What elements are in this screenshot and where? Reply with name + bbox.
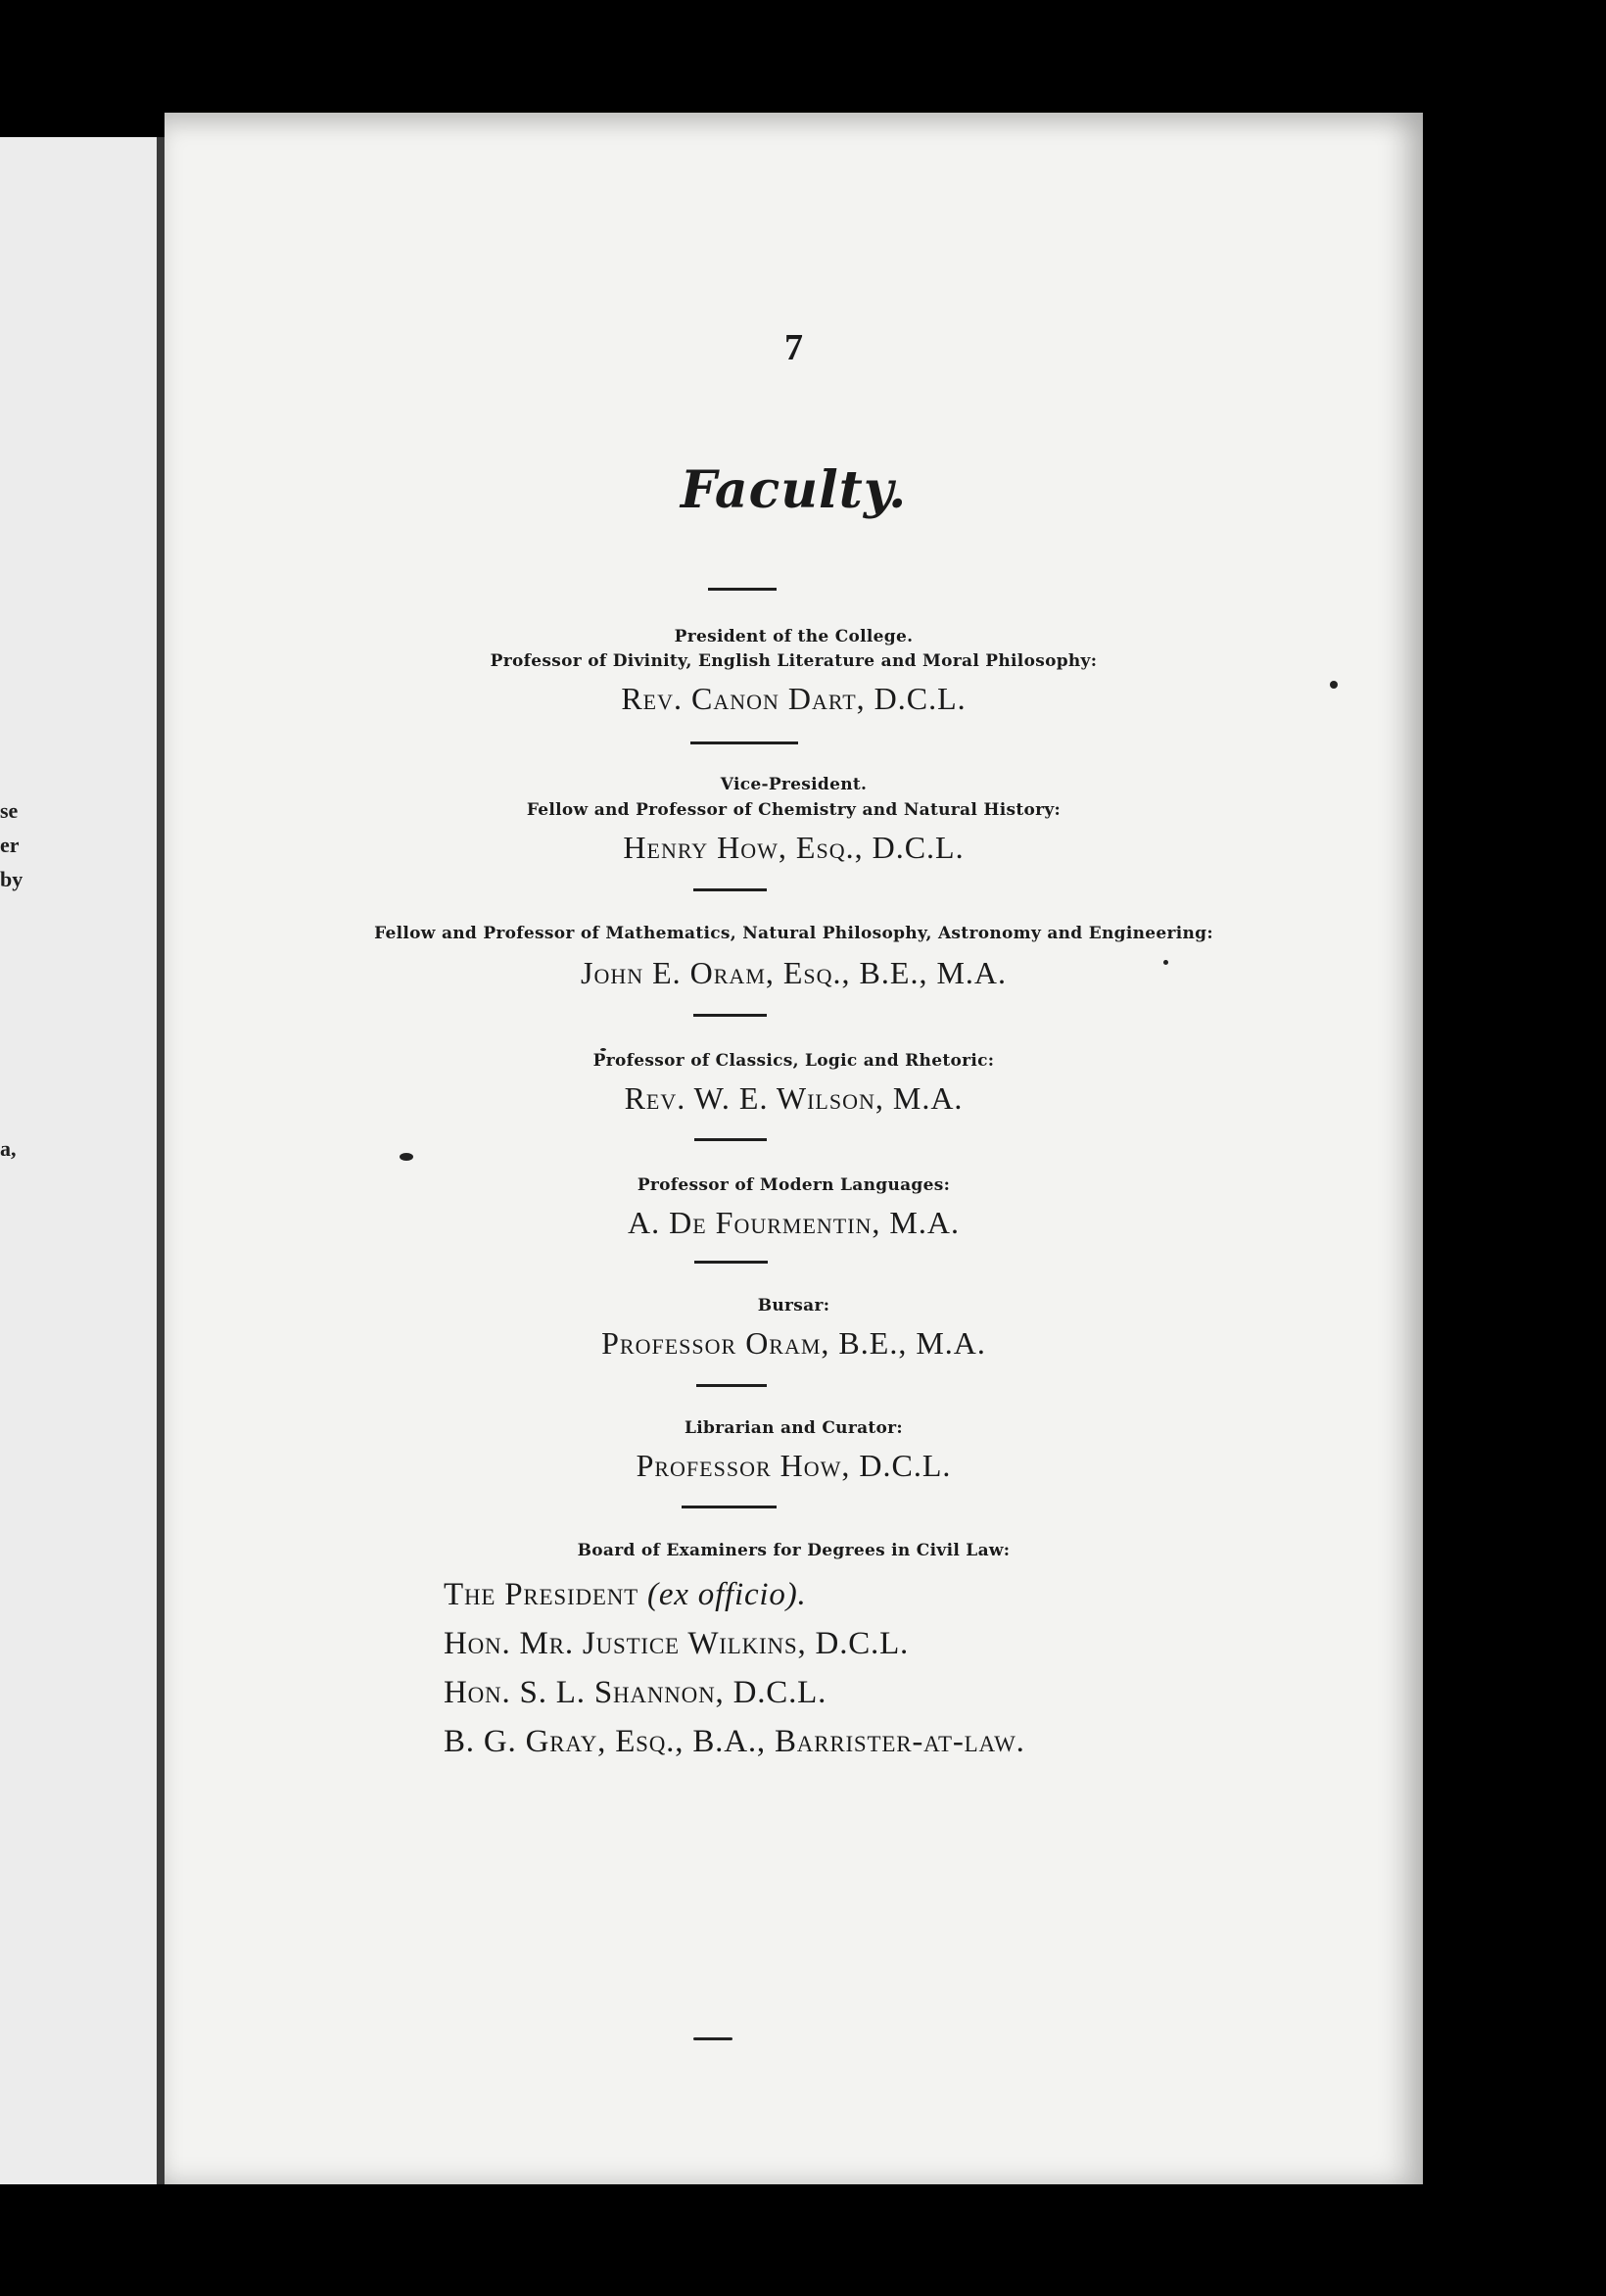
section-caption: President of the College.: [674, 627, 914, 646]
page-title: Faculty.: [680, 460, 908, 520]
examiner-name: Hon. S. L. Shannon, D.C.L.: [444, 1675, 827, 1710]
left-page-fragment: [0, 137, 157, 2184]
divider-rule: [696, 1384, 767, 1387]
divider-rule: [694, 1261, 768, 1264]
examiners-list: [444, 1570, 1325, 1766]
faculty-name: Henry How, Esq., D.C.L.: [623, 830, 965, 865]
section-caption: Vice-President.: [720, 775, 868, 794]
section-caption: Fellow and Professor of Chemistry and Natural History:: [526, 800, 1062, 820]
scan-speck: [1163, 960, 1168, 965]
section-caption: Professor of Divinity, English Literature and Moral Philosophy:: [490, 651, 1098, 671]
faculty-name: John E. Oram, Esq., B.E., M.A.: [580, 955, 1008, 990]
examiner-line: [444, 1619, 1325, 1668]
examiner-name: B. G. Gray, Esq., B.A., Barrister-at-law.: [444, 1724, 1025, 1759]
left-fragment-text: by: [0, 867, 24, 891]
section-caption: Bursar:: [757, 1296, 830, 1315]
scan-speck: [400, 1153, 413, 1161]
divider-rule: [708, 588, 777, 591]
scan-speck: [1330, 681, 1338, 689]
left-fragment-text: se: [0, 798, 19, 823]
scan-speck: [600, 1048, 606, 1051]
document-page: [165, 113, 1423, 2184]
divider-rule: [693, 1014, 767, 1017]
section-caption: Professor of Modern Languages:: [637, 1175, 951, 1195]
left-fragment-text: er: [0, 833, 20, 857]
faculty-name: Rev. W. E. Wilson, M.A.: [624, 1080, 964, 1116]
examiner-line: [444, 1668, 1325, 1717]
examiner-line: [444, 1570, 1325, 1619]
examiner-name: Hon. Mr. Justice Wilkins, D.C.L.: [444, 1626, 910, 1661]
examiners-caption: Board of Examiners for Degrees in Civil Law:: [577, 1541, 1011, 1560]
divider-rule: [694, 1138, 767, 1141]
scan-speck: [693, 2037, 732, 2040]
section-caption: Professor of Classics, Logic and Rhetoric:: [592, 1051, 995, 1071]
examiner-name: The President: [444, 1577, 638, 1612]
faculty-name: Rev. Canon Dart, D.C.L.: [621, 681, 967, 716]
book-gutter: [157, 137, 165, 2184]
left-fragment-text: a,: [0, 1136, 17, 1161]
divider-rule: [693, 888, 767, 891]
section-caption: Fellow and Professor of Mathematics, Natural Philosophy, Astronomy and Engineering:: [374, 924, 1213, 943]
page-number: 7: [784, 327, 803, 368]
faculty-name: Professor How, D.C.L.: [636, 1448, 952, 1483]
divider-rule: [682, 1506, 777, 1508]
section-caption: Librarian and Curator:: [684, 1418, 904, 1438]
faculty-name: Professor Oram, B.E., M.A.: [601, 1325, 986, 1361]
faculty-name: A. De Fourmentin, M.A.: [627, 1205, 960, 1240]
divider-rule: [690, 741, 798, 744]
examiner-note: (ex officio).: [647, 1577, 807, 1612]
examiner-line: [444, 1717, 1325, 1766]
